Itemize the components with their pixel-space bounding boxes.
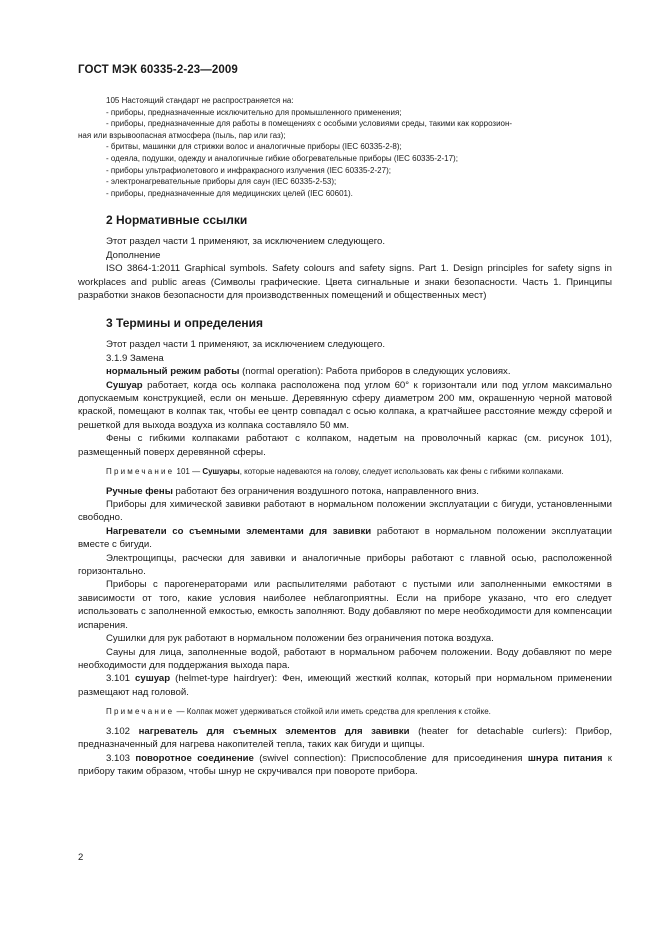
definition-3-102: 3.102 нагреватель для съемных элементов для завивки (heater for detachable curlers): Прибор, предназначенный для нагрева накопителей тепла, таких как бигуди и щипцы.	[78, 725, 612, 751]
clause-3-1-9: 3.1.9 Замена	[106, 352, 164, 364]
section-2-intro: Этот раздел части 1 применяют, за исключением следующего.	[106, 236, 386, 248]
section-2-iso-reference: ISO 3864-1:2011 Graphical symbols. Safety colours and safety signs. Part 1. Design principles for safety signs in workplaces and public areas (Символы графические. Цвета сигнальные и знаки безопасности. Часть 1. Принципы разработки знаков безопасности для производственных помещений и общественных мест)	[78, 263, 612, 301]
term-curler-heater: нагреватель для съемных элементов для завивки	[138, 725, 410, 737]
flexible-hood-paragraph: Фены с гибкими колпаками работают с колпаком, надетым на проволочный каркас (см. рисунок 101), размещенный поверх деревянной сферы.	[78, 433, 612, 458]
section-2-addition: Дополнение	[106, 249, 161, 261]
section-3-intro: Этот раздел части 1 применяют, за исключением следующего.	[106, 339, 386, 351]
hand-dryers-paragraph: Сушилки для рук работают в нормальном положении без ограничения потока воздуха.	[106, 633, 494, 645]
scope-exclusions	[78, 95, 612, 199]
normal-operation-definition: нормальный режим работы (normal operation): Работа приборов в следующих условиях.	[106, 366, 511, 378]
note-label: Примечание	[106, 467, 175, 477]
term-hand-held-dryers: Ручные фены	[106, 485, 173, 497]
note-101: Примечание 101 — Сушуары, которые надеваются на голову, следует использовать как фены с гибкими колпаками.	[106, 467, 564, 477]
scope-item: - бритвы, машинки для стрижки волос и аналогичные приборы (IEC 60335-2-8);	[106, 142, 402, 152]
scope-item-continued: ная или взрывоопасная атмосфера (пыль, пар или газ);	[78, 130, 286, 140]
definition-3-103: 3.103 поворотное соединение (swivel connection): Приспособление для присоединения шнура питания к прибору таким образом, чтобы шнур не скручивался при повороте прибора.	[78, 752, 612, 777]
page-content	[78, 95, 612, 778]
page-number: 2	[78, 852, 84, 863]
term-normal-operation: нормальный режим работы	[106, 366, 240, 378]
helmet-dryer-paragraph: Сушуар работает, когда ось колпака расположена под углом 60° к горизонтали или под углом максимально допускаемым конструкцией, если он меньше. Деревянную сферу диаметром 200 мм, окрашенную черной матовой краской, помещают в колпак так, чтобы ее центр совпадал с осью колпака, а кратчайшее расстояние между сферой и решеткой для выхода воздуха из колпака составляло 50 мм.	[78, 379, 612, 431]
definition-3-101: 3.101 сушуар (helmet-type hairdryer): Фен, имеющий жесткий колпак, который при нормальном применении размещают над головой.	[78, 673, 612, 698]
note-label: Примечание	[106, 707, 175, 717]
scope-item: - приборы, предназначенные для медицинских целей (IEC 60601).	[106, 188, 353, 198]
curler-heaters-paragraph: Нагреватели со съемными элементами для завивки работают в нормальном положении эксплуатации вместе с бигуди.	[78, 525, 612, 551]
term-dryer: Сушуар	[106, 379, 143, 391]
section-3-heading: 3 Термины и определения	[106, 316, 264, 331]
term-curler-heaters: Нагреватели со съемными элементами для завивки	[106, 525, 372, 537]
standard-header: ГОСТ МЭК 60335-2-23—2009	[78, 64, 238, 76]
term-helmet-dryer: сушуар	[135, 673, 171, 685]
section-2-heading: 2 Нормативные ссылки	[106, 213, 248, 228]
scope-item: - приборы, предназначенные для работы в помещениях с особыми условиями среды, такими как коррозион-	[106, 119, 513, 129]
scope-item: - приборы, предназначенные исключительно для промышленного применения;	[106, 107, 402, 117]
facial-sauna-paragraph: Сауны для лица, заполненные водой, работают в нормальном рабочем положении. Воду добавляют по мере необходимости для поддержания выхода пара.	[78, 646, 612, 671]
hand-held-dryer-paragraph: Ручные фены работают без ограничения воздушного потока, направленного вниз.	[106, 485, 479, 497]
term-swivel-connection: поворотное соединение	[135, 752, 254, 764]
scope-item: - одеяла, подушки, одежду и аналогичные гибкие обогревательные приборы (IEC 60335-2-17);	[106, 153, 458, 163]
curling-tongs-paragraph: Электрощипцы, расчески для завивки и аналогичные приборы работают с главной осью, расположенной горизонтально.	[78, 552, 612, 578]
steam-generator-paragraph: Приборы с парогенераторами или распылителями работают с пустыми или заполненными емкостями в зависимости от того, какие условия наиболее неблагоприятны. Если на приборе указано, что его следует использовать с заполненной емкостью, емкость заполняют. Воду добавляют по мере необходимости для компенсации испарения.	[78, 579, 612, 631]
term-supply-cord: шнура питания	[527, 752, 603, 764]
scope-item: - приборы ультрафиолетового и инфракрасного излучения (IEC 60335-2-27);	[106, 165, 391, 175]
note-helmet: Примечание — Колпак может удерживаться стойкой или иметь средства для крепления к стойке.	[106, 707, 491, 717]
term-dryers: Сушуары	[202, 467, 240, 477]
scope-item: - электронагревательные приборы для саун (IEC 60335-2-53);	[106, 177, 337, 187]
chemical-perm-paragraph: Приборы для химической завивки работают в нормальном положении эксплуатации с бигуди, установленными свободно.	[78, 499, 612, 524]
scope-intro: 105 Настоящий стандарт не распространяется на:	[106, 96, 294, 105]
